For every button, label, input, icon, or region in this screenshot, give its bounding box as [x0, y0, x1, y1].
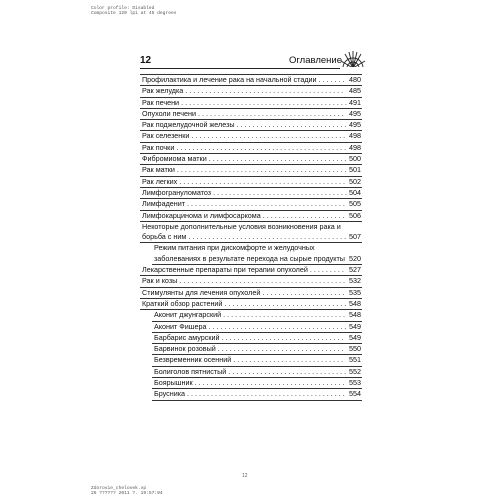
toc-entry — [140, 222, 362, 244]
toc-entry-text — [142, 120, 347, 130]
toc-leader — [154, 322, 347, 332]
toc-entry-title: Боярышник . . . — [154, 378, 344, 388]
print-registration-bottom — [91, 486, 163, 497]
running-header — [140, 55, 368, 69]
toc-entry-text — [142, 143, 347, 153]
toc-entry-title: Лимфокарцинома и лимфосаркома . . . — [142, 211, 345, 221]
toc-entry-body — [140, 109, 362, 119]
toc-entry — [152, 389, 362, 400]
print-registration-top — [91, 6, 176, 17]
toc-entry-title: Профилактика и лечение рака на начальной стадии . . . — [142, 75, 345, 85]
toc-leader — [142, 86, 347, 96]
toc-entry-body — [140, 86, 362, 96]
toc-leader — [142, 109, 347, 119]
toc-entry — [140, 165, 362, 176]
toc-leader — [142, 177, 347, 187]
toc-entry-text — [142, 288, 347, 298]
toc-entry — [140, 265, 362, 276]
toc-entry-text — [142, 177, 347, 187]
toc-entry — [140, 86, 362, 97]
toc-entry-title: Лекарственные препараты при терапии опухолей . . . — [142, 265, 344, 275]
print-filename: Zdorovie_chelovek.vp — [91, 486, 147, 491]
toc-entry-body — [140, 188, 362, 198]
toc-leader — [154, 367, 347, 377]
toc-leader — [142, 75, 347, 85]
toc-entry-body — [140, 265, 362, 275]
toc-entry-body — [140, 75, 362, 85]
toc-entry-title: Фибромиома матки . . . — [142, 154, 347, 164]
toc-entry-text — [154, 344, 347, 354]
toc-entry-page: 507 — [349, 232, 361, 242]
toc-entry-title: Аконит джунгарский . . . — [154, 310, 345, 320]
toc-entry-text — [142, 154, 347, 164]
toc-entry-text — [154, 310, 347, 320]
toc-entry-body — [140, 131, 362, 141]
toc-entry-body — [152, 243, 362, 264]
toc-entry-body — [152, 322, 362, 332]
toc-entry-page: 485 — [349, 86, 361, 96]
toc-entry-body — [152, 310, 362, 320]
print-color-profile: Color profile: Disabled — [91, 6, 155, 11]
header-rule — [140, 68, 350, 69]
toc-entry-body — [140, 211, 362, 221]
toc-entry-title: Опухоли печени . . . — [142, 109, 344, 119]
toc-leader — [142, 188, 347, 198]
section-title: Оглавление — [289, 55, 342, 66]
toc-leader — [142, 165, 347, 175]
toc-entry — [152, 355, 362, 366]
toc-entry-title: Брусника . . . — [154, 389, 345, 399]
toc-entry-body — [140, 299, 362, 309]
toc-entry — [140, 177, 362, 188]
toc-entry-title: Краткий обзор растений . . . — [142, 299, 346, 309]
toc-entry-text — [142, 299, 347, 309]
page-number: 12 — [140, 55, 152, 66]
toc-entry-page: 553 — [349, 378, 361, 388]
toc-entry-text — [154, 333, 347, 343]
toc-entry — [140, 211, 362, 222]
toc-entry-body — [140, 154, 362, 164]
toc-entry-page: 495 — [349, 120, 361, 130]
toc-leader — [142, 222, 347, 243]
toc-leader — [142, 299, 347, 309]
toc-entry-title: Рак желудка . . . — [142, 86, 343, 96]
toc-entry-body — [140, 222, 362, 243]
toc-entry — [140, 98, 362, 109]
toc-entry-title: Барвинок розовый . . . — [154, 344, 344, 354]
toc-entry-page: 480 — [349, 75, 361, 84]
toc-leader — [154, 378, 347, 388]
toc-entry-page: 552 — [349, 366, 361, 376]
toc-entry-title: Рак поджелудочной железы . . . — [142, 120, 346, 130]
toc-entry-page: 505 — [349, 199, 361, 209]
toc-entry-text — [142, 75, 347, 85]
toc-entry-text — [142, 199, 347, 209]
toc-entry — [152, 333, 362, 344]
toc-entry-page: 502 — [349, 176, 361, 186]
toc-entry-title: Режим питания при дискомфорте и желудочных заболеваниях в результате перехода на сырые продукты . . . — [154, 243, 345, 264]
toc-entry-text — [154, 378, 347, 388]
toc-entry-title: Рак почки . . . — [142, 143, 346, 152]
toc-entry-body — [152, 333, 362, 343]
toc-entry — [140, 75, 362, 86]
toc-entry-title: Болиголов пятнистый . . . — [154, 367, 346, 377]
toc-leader — [154, 344, 347, 354]
toc-entry-title: Аконит Фишера . . . — [154, 322, 346, 332]
toc-entry-title: Стимулянты для лечения опухолей . . . — [142, 288, 344, 298]
toc-entry — [152, 310, 362, 321]
toc-entry-page: 554 — [349, 389, 361, 399]
toc-entry-page: 550 — [349, 344, 361, 354]
toc-leader — [142, 154, 347, 164]
toc-entry-title: Рак печени . . . — [142, 98, 347, 108]
toc-entry-text — [154, 322, 347, 332]
toc-entry — [140, 154, 362, 165]
toc-entry — [140, 299, 362, 310]
toc-leader — [142, 211, 347, 221]
toc-entry-text — [142, 98, 347, 108]
toc-entry-page: 498 — [349, 131, 361, 141]
toc-entry-body — [140, 143, 362, 153]
toc-entry-page: 548 — [349, 310, 361, 320]
toc-entry — [140, 288, 362, 299]
toc-entry — [152, 378, 362, 389]
toc-leader — [154, 355, 347, 365]
toc-entry-page: 527 — [349, 265, 361, 275]
table-of-contents — [140, 74, 362, 401]
toc-entry-text — [142, 276, 347, 286]
toc-entry-text — [154, 389, 347, 399]
toc-entry-title: Рак легких . . . — [142, 177, 345, 187]
toc-entry-body — [140, 165, 362, 175]
toc-leader — [142, 98, 347, 108]
toc-entry-body — [140, 98, 362, 108]
toc-entry-title: Рак и козы . . . — [142, 276, 345, 286]
toc-entry-page: 504 — [349, 187, 361, 197]
toc-leader — [142, 131, 347, 141]
toc-entry — [140, 276, 362, 287]
toc-leader — [142, 143, 347, 153]
toc-entry — [152, 322, 362, 333]
toc-entry-title: Некоторые дополнительные условия возникновения рака и борьба с ним . . . — [142, 222, 346, 243]
toc-entry-page: 491 — [349, 97, 361, 107]
toc-entry-body — [152, 367, 362, 377]
toc-entry — [140, 143, 362, 154]
toc-entry-page: 501 — [349, 165, 361, 175]
toc-entry — [140, 109, 362, 120]
toc-entry-page: 548 — [349, 298, 361, 308]
toc-entry — [140, 131, 362, 142]
toc-entry — [140, 188, 362, 199]
toc-leader — [154, 243, 347, 264]
toc-entry-page: 535 — [349, 287, 361, 297]
toc-leader — [142, 120, 347, 130]
toc-entry-title: Лимфогрануломатоз . . . — [142, 188, 347, 198]
toc-entry — [152, 367, 362, 378]
toc-entry-text — [142, 265, 347, 275]
toc-entry-title: Безвременник осенний . . . — [154, 355, 343, 365]
toc-entry-page: 549 — [349, 321, 361, 331]
toc-entry-text — [142, 86, 347, 96]
toc-entry-text — [142, 222, 347, 243]
toc-entry-page: 506 — [349, 210, 361, 220]
toc-entry — [152, 243, 362, 265]
toc-entry — [140, 199, 362, 210]
toc-entry-text — [142, 188, 347, 198]
toc-leader — [154, 333, 347, 343]
toc-leader — [142, 199, 347, 209]
toc-entry-title: Рак селезенки . . . — [142, 131, 345, 141]
toc-entry-body — [140, 120, 362, 130]
toc-entry-page: 532 — [349, 276, 361, 286]
toc-entry-body — [140, 199, 362, 209]
toc-leader — [154, 389, 347, 399]
toc-entry-page: 520 — [349, 253, 361, 263]
print-composite: Composite 120 lpi at 45 degrees — [91, 11, 177, 17]
toc-entry-body — [140, 288, 362, 298]
toc-leader — [142, 288, 347, 298]
toc-entry-body — [152, 355, 362, 365]
toc-entry-title: Барбарис амурский . . . — [154, 333, 343, 343]
sunburst-ornament-icon — [340, 49, 366, 69]
print-timestamp: 26 ?????? 2011 ?. 19:57:04 — [91, 491, 163, 497]
toc-entry-body — [140, 177, 362, 187]
toc-entry-body — [152, 378, 362, 388]
toc-entry-text — [154, 355, 347, 365]
toc-entry-body — [140, 276, 362, 286]
toc-entry-text — [142, 165, 347, 175]
toc-entry-page: 500 — [349, 154, 361, 164]
toc-leader — [142, 265, 347, 275]
toc-leader — [142, 276, 347, 286]
toc-entry-page: 549 — [349, 332, 361, 342]
toc-leader — [154, 310, 347, 320]
toc-entry-page: 495 — [349, 108, 361, 118]
toc-entry-text — [154, 243, 347, 264]
toc-entry-body — [152, 389, 362, 399]
toc-entry-text — [154, 367, 347, 377]
toc-entry — [140, 120, 362, 131]
toc-entry-text — [142, 131, 347, 141]
toc-entry-page: 551 — [349, 355, 361, 365]
toc-entry-page: 498 — [349, 142, 361, 152]
toc-entry-title: Лимфаденит . . . — [142, 199, 345, 209]
toc-entry-text — [142, 211, 347, 221]
toc-entry — [152, 344, 362, 355]
toc-entry-body — [152, 344, 362, 354]
printer-page-number: 12 — [242, 473, 248, 479]
toc-entry-text — [142, 109, 347, 119]
toc-entry-title: Рак матки . . . — [142, 165, 347, 174]
